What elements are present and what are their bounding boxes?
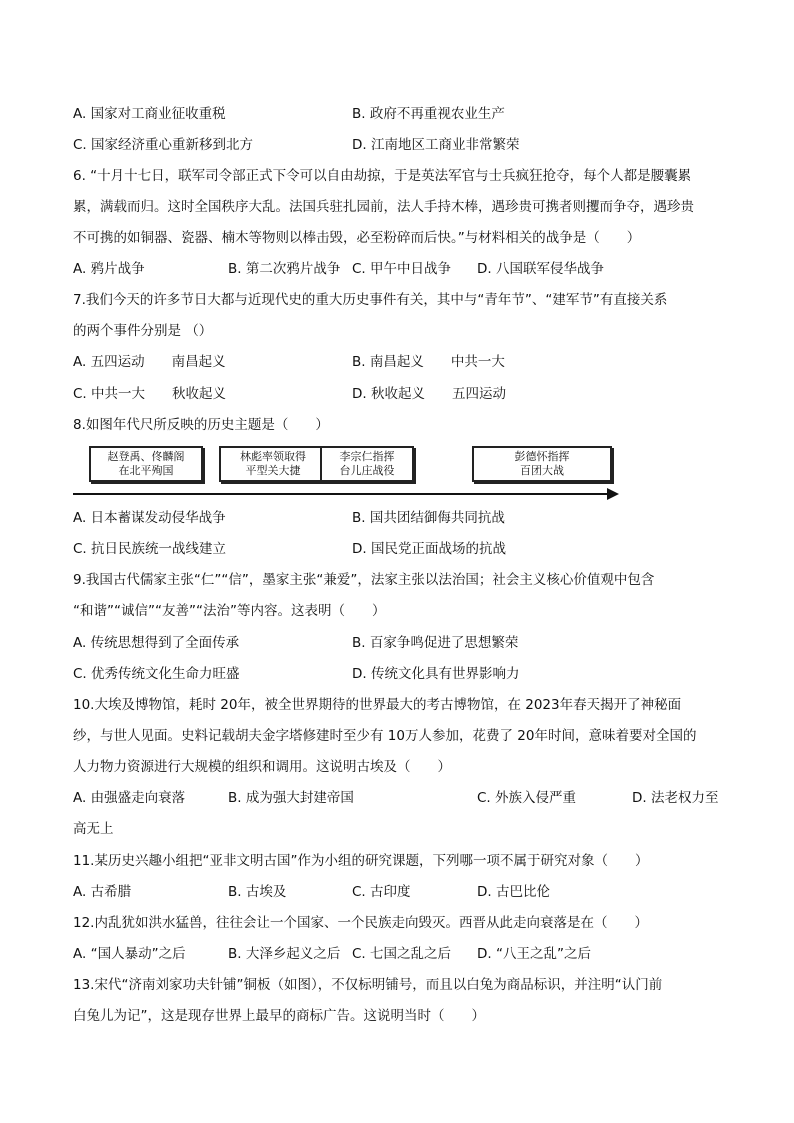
q9-option-c: C. 优秀传统文化生命力旺盛 bbox=[73, 666, 240, 682]
q9-stem-line2: “和谐”“诚信”“友善”“法治”等内容。这表明（ ） bbox=[73, 603, 386, 619]
q6-option-a: A. 鸦片战争 bbox=[73, 261, 145, 277]
timeline-event-3-line2: 台儿庄战役 bbox=[339, 464, 395, 477]
q8-stem: 8.如图年代尺所反映的历史主题是（ ） bbox=[73, 417, 329, 433]
timeline-event-4 bbox=[472, 446, 612, 482]
q12-option-b: B. 大泽乡起义之后 bbox=[228, 946, 341, 962]
q6-stem-line1: 6. “十月十七日，联军司令部正式下令可以自由劫掠，于是英法军官与士兵疯狂抢夺，每个人都是腰囊累 bbox=[73, 168, 692, 184]
timeline-event-1-line2: 在北平殉国 bbox=[118, 464, 174, 477]
q13-stem-line2: 白兔儿为记”，这是现存世界上最早的商标广告。这说明当时（ ） bbox=[73, 1008, 485, 1024]
q10-option-b: B. 成为强大封建帝国 bbox=[228, 790, 354, 806]
q7-option-c: C. 中共一大 秋收起义 bbox=[73, 386, 227, 402]
q5-option-c: C. 国家经济重心重新移到北方 bbox=[73, 137, 254, 153]
q6-option-d: D. 八国联军侵华战争 bbox=[477, 261, 604, 277]
q8-option-d: D. 国民党正面战场的抗战 bbox=[352, 541, 506, 557]
q8-option-c: C. 抗日民族统一战线建立 bbox=[73, 541, 227, 557]
timeline-event-2-line2: 平型关大捷 bbox=[245, 464, 301, 477]
q10-stem-line3: 人力物力资源进行大规模的组织和调用。这说明古埃及（ ） bbox=[73, 759, 451, 775]
q7-option-b: B. 南昌起义 中共一大 bbox=[352, 354, 505, 370]
q6-stem-line2: 累，满载而归。这时全国秩序大乱。法国兵驻扎园前，法人手持木棒，遇珍贵可携者则攫而争夺，遇珍贵 bbox=[73, 199, 694, 215]
q7-stem-line2: 的两个事件分别是 （） bbox=[73, 323, 213, 339]
q12-option-d: D. “八王之乱”之后 bbox=[477, 946, 591, 962]
q9-option-a: A. 传统思想得到了全面传承 bbox=[73, 635, 240, 651]
timeline-event-3 bbox=[320, 446, 414, 482]
q10-stem-line1: 10.大埃及博物馆，耗时 20年，被全世界期待的世界最大的考古博物馆，在 2023年春天揭开了神秘面 bbox=[73, 697, 682, 713]
q10-stem-line2: 纱，与世人见面。史料记载胡夫金字塔修建时至少有 10万人参加，花费了 20年时间，意味着要对全国的 bbox=[73, 728, 697, 744]
q5-option-d: D. 江南地区工商业非常繁荣 bbox=[352, 137, 520, 153]
q9-option-d: D. 传统文化具有世界影响力 bbox=[352, 666, 520, 682]
q7-option-d: D. 秋收起义 五四运动 bbox=[352, 386, 506, 402]
q12-stem: 12.内乱犹如洪水猛兽，往往会让一个国家、一个民族走向毁灭。西晋从此走向衰落是在（ ） bbox=[73, 915, 648, 931]
q11-option-c: C. 古印度 bbox=[352, 884, 411, 900]
q5-option-b: B. 政府不再重视农业生产 bbox=[352, 106, 505, 122]
timeline-event-4-line2: 百团大战 bbox=[520, 464, 564, 477]
q5-option-a: A. 国家对工商业征收重税 bbox=[73, 106, 226, 122]
q6-stem-line3: 不可携的如铜器、瓷器、楠木等物则以棒击毁，必至粉碎而后快。”与材料相关的战争是（ ） bbox=[73, 230, 641, 246]
q7-option-a: A. 五四运动 南昌起义 bbox=[73, 354, 226, 370]
timeline-event-4-line1: 彭德怀指挥 bbox=[514, 450, 570, 463]
q11-option-b: B. 古埃及 bbox=[228, 884, 287, 900]
q11-option-a: A. 古希腊 bbox=[73, 884, 132, 900]
timeline-event-1-line1: 赵登禹、佟麟阁 bbox=[107, 450, 185, 463]
q11-option-d: D. 古巴比伦 bbox=[477, 884, 550, 900]
q13-stem-line1: 13.宋代“济南刘家功夫针铺”铜板（如图），不仅标明铺号，而且以白兔为商品标识，并注明“认门前 bbox=[73, 977, 663, 993]
q6-option-c: C. 甲午中日战争 bbox=[352, 261, 452, 277]
q10-option-d: D. 法老权力至 bbox=[632, 790, 719, 806]
q8-option-b: B. 国共团结御侮共同抗战 bbox=[352, 510, 505, 526]
q9-stem-line1: 9.我国古代儒家主张“仁”“信”，墨家主张“兼爱”，法家主张以法治国；社会主义核心价值观中包含 bbox=[73, 572, 655, 588]
q10-option-d-continued: 高无上 bbox=[73, 821, 114, 837]
q9-option-b: B. 百家争鸣促进了思想繁荣 bbox=[352, 635, 519, 651]
q12-option-a: A. “国人暴动”之后 bbox=[73, 946, 186, 962]
timeline-figure bbox=[73, 446, 621, 500]
q12-option-c: C. 七国之乱之后 bbox=[352, 946, 452, 962]
q7-stem-line1: 7.我们今天的许多节日大都与近现代史的重大历史事件有关，其中与“青年节”、“建军节”有直接关系 bbox=[73, 292, 668, 308]
timeline-event-3-line1: 李宗仁指挥 bbox=[339, 450, 395, 463]
q11-stem: 11.某历史兴趣小组把“亚非文明古国”作为小组的研究课题，下列哪一项不属于研究对象（ ） bbox=[73, 853, 649, 869]
timeline-axis bbox=[73, 493, 609, 495]
timeline-event-2 bbox=[219, 446, 327, 482]
timeline-event-1 bbox=[89, 446, 203, 482]
arrow-right-icon bbox=[607, 488, 619, 500]
q10-option-c: C. 外族入侵严重 bbox=[477, 790, 577, 806]
q6-option-b: B. 第二次鸦片战争 bbox=[228, 261, 341, 277]
timeline-event-2-line1: 林彪率领取得 bbox=[240, 450, 306, 463]
q8-option-a: A. 日本蓄谋发动侵华战争 bbox=[73, 510, 226, 526]
q10-option-a: A. 由强盛走向衰落 bbox=[73, 790, 186, 806]
